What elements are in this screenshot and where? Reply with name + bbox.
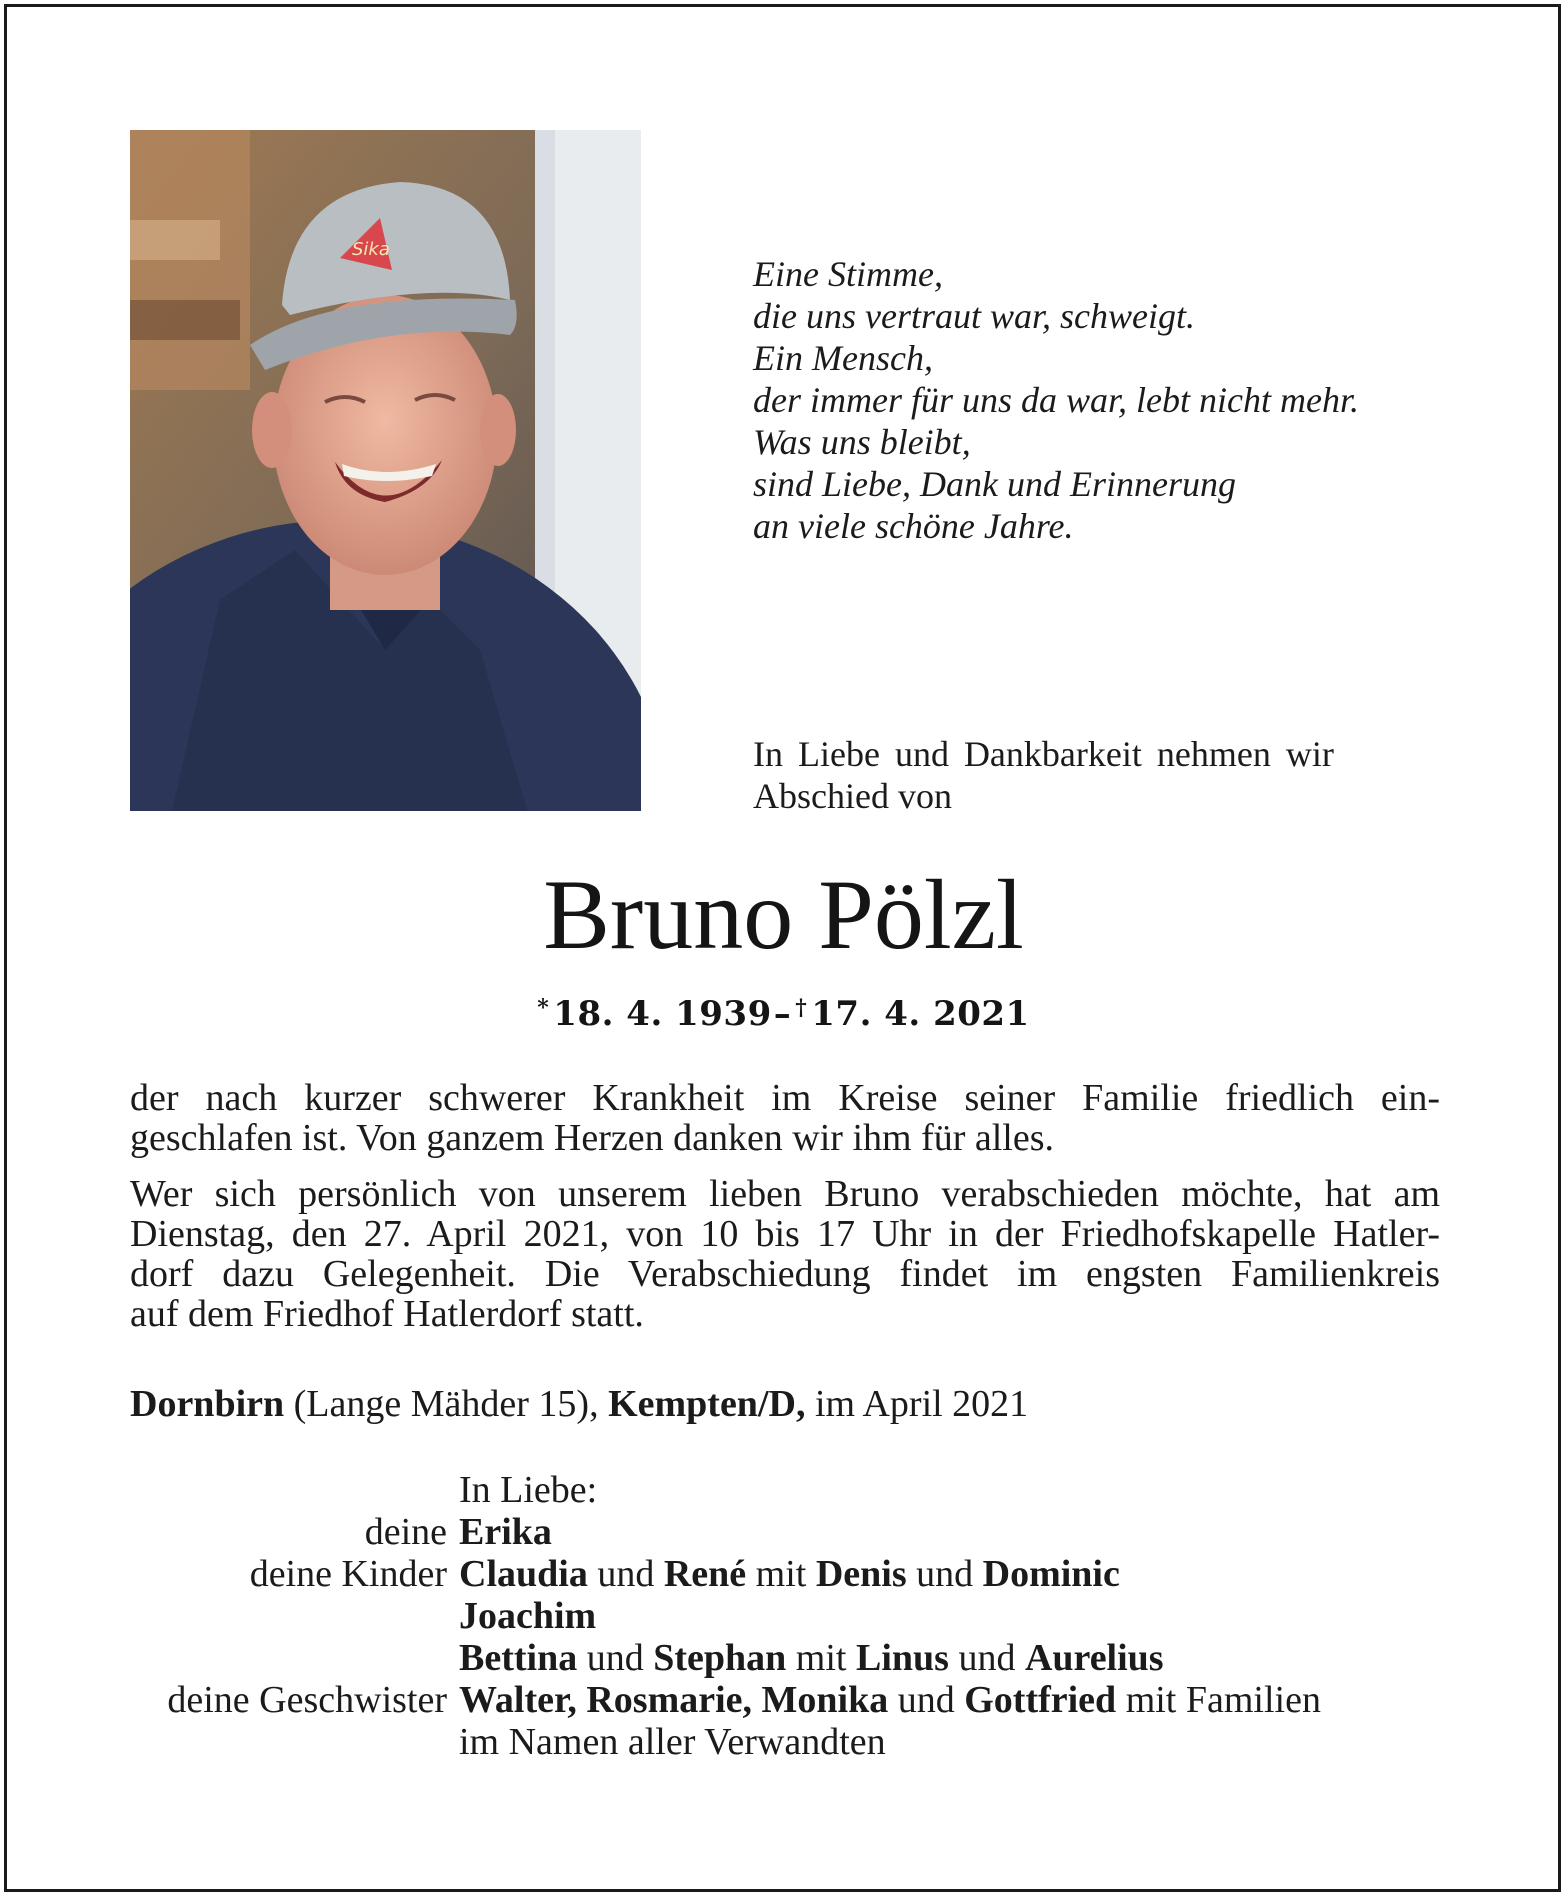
mourners-intro: In Liebe:	[459, 1469, 598, 1511]
birth-date: 18. 4. 1939	[553, 994, 772, 1034]
mourner-name: Dominic	[982, 1553, 1120, 1595]
life-dates	[0, 988, 1567, 1034]
portrait-illustration	[130, 130, 641, 811]
mourners-intro-row	[0, 1468, 1567, 1510]
mourners-list	[0, 1468, 1567, 1762]
body-paragraph-2	[130, 1174, 1440, 1334]
body-line: der nach kurzer schwerer Krankheit im Kreise seiner Familie friedlich ein-	[130, 1077, 1440, 1119]
deceased-name: Bruno Pölzl	[543, 859, 1024, 970]
date-dash: –	[773, 994, 792, 1034]
death-symbol: †	[795, 995, 808, 1021]
mourner-names	[459, 1510, 552, 1554]
connector: und	[888, 1679, 965, 1721]
poem-line: sind Liebe, Dank und Erinnerung	[753, 464, 1236, 504]
mourner-name: Linus	[855, 1637, 949, 1679]
poem-line: an viele schöne Jahre.	[753, 506, 1074, 546]
connector: mit	[746, 1553, 816, 1595]
body-line: dorf dazu Gelegenheit. Die Verabschiedung findet im engsten Familienkreis	[130, 1253, 1440, 1295]
mourner-name: Stephan	[653, 1637, 787, 1679]
mourner-names	[459, 1678, 1321, 1722]
birth-symbol: *	[537, 995, 550, 1021]
relation-label: deine Kinder	[249, 1553, 447, 1595]
mourner-name: Joachim	[459, 1595, 597, 1637]
mourner-name: Erika	[459, 1511, 552, 1553]
memorial-poem	[753, 253, 1453, 547]
body-line: Wer sich persönlich von unserem lieben Bruno verabschieden möchte, hat am	[130, 1173, 1440, 1215]
connector: und	[948, 1637, 1025, 1679]
farewell-line: In Liebe und Dankbarkeit nehmen wir	[753, 734, 1334, 774]
svg-text:Sika: Sika	[352, 239, 390, 260]
notice-date: im April 2021	[805, 1383, 1029, 1425]
relation-label: deine	[364, 1511, 447, 1553]
mourner-row-relatives	[0, 1720, 1567, 1762]
mourner-row-children	[0, 1552, 1567, 1594]
mourner-name: René	[663, 1553, 747, 1595]
mourner-name: Walter, Rosmarie, Monika	[459, 1679, 889, 1721]
portrait-photo	[130, 130, 641, 811]
mourner-name: Claudia	[459, 1553, 588, 1595]
city-dornbirn: Dornbirn	[130, 1383, 285, 1425]
mourner-names	[459, 1594, 596, 1638]
connector: mit Familien	[1116, 1679, 1321, 1721]
death-date: 17. 4. 2021	[811, 994, 1030, 1034]
mourner-name: Bettina	[459, 1637, 578, 1679]
mourner-row-siblings	[0, 1678, 1567, 1720]
connector: und	[577, 1637, 654, 1679]
body-paragraph-1	[130, 1078, 1440, 1158]
poem-line: Ein Mensch,	[753, 338, 933, 378]
address: (Lange Mähder 15),	[284, 1383, 609, 1425]
place-and-date	[130, 1384, 1440, 1424]
mourner-name: Denis	[815, 1553, 907, 1595]
farewell-intro	[753, 733, 1443, 817]
poem-line: die uns vertraut war, schweigt.	[753, 296, 1195, 336]
mourner-row-wife	[0, 1510, 1567, 1552]
connector: und	[906, 1553, 983, 1595]
poem-line: Was uns bleibt,	[753, 422, 971, 462]
relatives-line: im Namen aller Verwandten	[459, 1721, 886, 1763]
city-kempten: Kempten/D,	[608, 1383, 806, 1425]
mourner-name: Aurelius	[1024, 1637, 1164, 1679]
connector: mit	[786, 1637, 856, 1679]
body-line: geschlafen ist. Von ganzem Herzen danken wir ihm für alles.	[130, 1117, 1055, 1159]
body-line: Dienstag, den 27. April 2021, von 10 bis 17 Uhr in der Friedhofskapelle Hatler-	[130, 1213, 1440, 1255]
connector: und	[587, 1553, 664, 1595]
mourner-name: Gottfried	[964, 1679, 1117, 1721]
mourner-names	[459, 1552, 1120, 1596]
farewell-line: Abschied von	[753, 776, 952, 816]
mourner-names	[459, 1636, 1164, 1680]
poem-line: der immer für uns da war, lebt nicht mehr.	[753, 380, 1359, 420]
relation-label: deine Geschwister	[167, 1679, 447, 1721]
poem-line: Eine Stimme,	[753, 254, 943, 294]
body-line: auf dem Friedhof Hatlerdorf statt.	[130, 1293, 644, 1335]
mourner-row-child-3	[0, 1636, 1567, 1678]
mourner-row-child-2	[0, 1594, 1567, 1636]
